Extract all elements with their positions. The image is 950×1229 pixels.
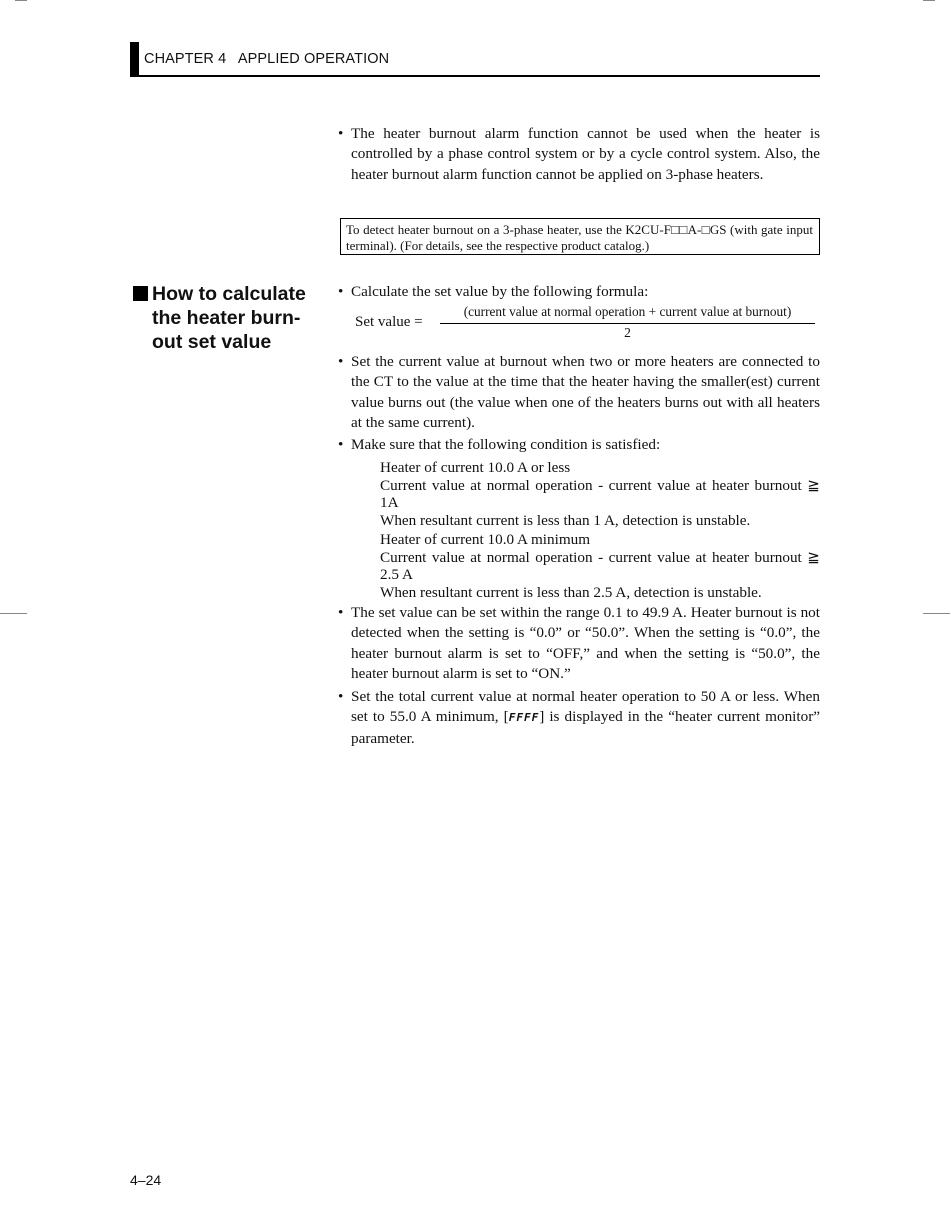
condition-title: Heater of current 10.0 A or less: [380, 459, 571, 476]
page-number: 4–24: [130, 1172, 162, 1188]
multiple-heaters-text: Set the current value at burnout when two or more heaters are connected to the CT to the value at the time that the heater having the smaller(est) current value burns out (the value when one of the heaters burns out with all heaters at the same current).: [351, 353, 820, 431]
condition-intro-text: Make sure that the following condition is satisfied:: [351, 436, 661, 453]
formula-denominator: 2: [624, 325, 631, 340]
multiple-heaters-bullet: [338, 352, 820, 433]
bullet-dot: •: [338, 688, 344, 705]
total-current-text: [351, 687, 820, 749]
chapter-title: CHAPTER 4 APPLIED OPERATION: [144, 51, 390, 67]
condition-rule: Current value at normal operation - current value at heater burnout ≧ 1A: [380, 476, 820, 511]
total-current-bullet: [338, 687, 820, 749]
formula-numerator: (current value at normal operation + current value at burnout): [463, 304, 792, 319]
intro-bullet: [338, 124, 820, 185]
condition-note: When resultant current is less than 2.5 A, detection is unstable.: [380, 583, 762, 601]
bullet-dot: •: [338, 353, 344, 370]
fraction-line: [440, 323, 815, 324]
heading-line: the heater burn-: [152, 307, 301, 329]
heading-line: out set value: [152, 331, 272, 353]
crop-mark: [15, 0, 27, 1]
set-value-formula: [355, 304, 825, 342]
total-text-after: ] is displayed in the “heater current monitor” parameter.: [351, 708, 820, 747]
bullet-dot: •: [338, 436, 344, 453]
bullet-dot: •: [338, 283, 344, 300]
condition-rule: Current value at normal operation - current value at heater burnout ≧ 2.5 A: [380, 548, 820, 583]
intro-bullet-text: The heater burnout alarm function cannot be used when the heater is controlled by a phase control system or by a cycle control system. Also, the heater burnout alarm function cannot be applied on 3-phase heaters.: [351, 125, 820, 183]
formula-intro-text: Calculate the set value by the following formula:: [351, 283, 649, 300]
formula-intro-bullet: [338, 282, 820, 302]
range-text: The set value can be set within the range 0.1 to 49.9 A. Heater burnout is not detected when the setting is “0.0” or “50.0”. When the setting is “0.0”, the heater burnout alarm is set to “OFF,” and when the setting is “50.0”, the heater burnout alarm is set to “ON.”: [351, 604, 820, 682]
crop-mark: [923, 0, 935, 1]
bullet-dot: •: [338, 125, 344, 142]
condition-bullet: [338, 435, 820, 455]
seven-segment-display-icon: FFFF: [508, 711, 540, 725]
heading-line: How to calculate: [152, 283, 306, 305]
formula-lhs: Set value =: [355, 314, 423, 330]
header-bar: [130, 42, 139, 77]
heading-square-icon: [133, 286, 148, 301]
range-bullet: [338, 603, 820, 684]
section-heading: [133, 282, 323, 354]
crop-mark: [0, 613, 27, 614]
chapter-header: [130, 42, 820, 77]
bullet-dot: •: [338, 604, 344, 621]
crop-mark: [923, 613, 950, 614]
condition-block: [380, 459, 820, 529]
total-text-before: Set the total current value at normal heater operation to 50 A or less. When set to 55.0 A minimum, [: [351, 688, 820, 726]
condition-block: [380, 531, 820, 601]
condition-title: Heater of current 10.0 A minimum: [380, 531, 591, 548]
condition-note: When resultant current is less than 1 A, detection is unstable.: [380, 511, 751, 529]
header-rule: [130, 75, 820, 77]
note-box: To detect heater burnout on a 3-phase heater, use the K2CU-F□□A-□GS (with gate input terminal). (For details, see the respective product catalog.): [340, 218, 820, 255]
